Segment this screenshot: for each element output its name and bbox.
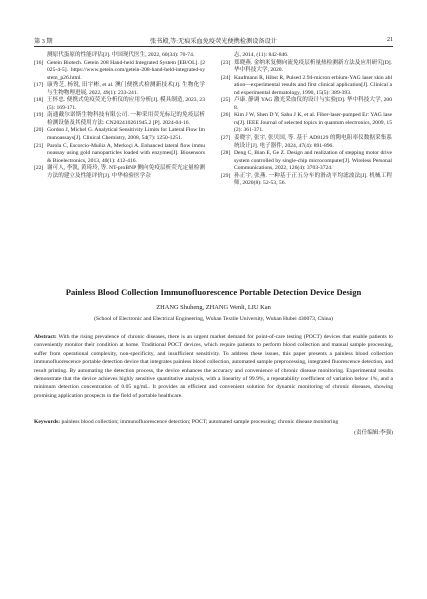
- reference-label: [29]: [221, 172, 231, 179]
- reference-item: [221, 135, 392, 150]
- reference-text: Gordon J, Michel G. Analytical Sensitivity Limits for Lateral Flow Immunoassays[J]. Clinical Chemistry, 2008, 54(7): 1250-1251.: [47, 127, 205, 142]
- reference-text: 志, 2014, (11): 842-846.: [234, 52, 289, 58]
- reference-item: [221, 150, 392, 173]
- references-section: [34, 52, 393, 278]
- reference-label: [20]: [34, 127, 44, 134]
- abstract: [34, 333, 393, 400]
- reference-label: [17]: [34, 82, 44, 89]
- abstract-text: With the rising prevalence of chronic diseases, there is an urgent market demand for point-of-care testing (POCT) devices that enable patients to conveniently monitor their condition at home. Traditional POCT devices, which require patients to perform blood collection and manual sample processing, suffer from operational complexity, non-specificity, and insufficient sensitivity. To address these issues, this paper presents a painless blood collection immunofluorescence portable detection device that integrates painless blood collection, automated sample preprocessing, integrated fluorescence detection, and result printing. By automating the detection process, the device enhances the accuracy and convenience of chronic disease monitoring. Experimental results demonstrate that the device achieves highly sensitive quantitative analysis, with a linearity of 99.9%, a repeatability coefficient of variation below 1%, and a minimum detection concentration of 0.05 ng/mL. It provides an efficient and convenient solution for dynamic monitoring of chronic diseases, showing promising application prospects in the field of portable healthcare.: [34, 334, 393, 399]
- reference-item: [221, 75, 392, 98]
- editor-note: (责任编辑:李强): [354, 430, 393, 436]
- reference-item: [34, 143, 205, 166]
- reference-item: [221, 52, 392, 60]
- references-right-column: [221, 52, 392, 188]
- reference-label: [18]: [34, 97, 44, 104]
- reference-text: 王怀忠. 便携式免疫荧光分析仪的应用分析[J]. 模具制造, 2023, 23(5): 169-171.: [47, 97, 205, 111]
- reference-text: 孙正宇, 张燕. 一种基于正五分车的滑动平均滤波法[J]. 机械工程师, 2020(8): 52-53, 56.: [234, 172, 392, 187]
- reference-label: [26]: [221, 112, 231, 119]
- reference-label: [21]: [34, 142, 44, 149]
- reference-item: [34, 97, 205, 112]
- running-header: [34, 36, 393, 47]
- reference-text: 南通戴尔诺斯生物科技有限公司. 一种采用荧光标记的免疫层析检测设备及其使用方法: CN202410261945.2 [P]. 2024-04-16.: [47, 112, 205, 126]
- reference-item: [34, 60, 205, 83]
- page-number: 21: [386, 36, 393, 43]
- reference-text: 测原代蛋原的性能评估[J]. 中国现代医生, 2022, 60(34): 70-74.: [47, 52, 195, 58]
- reference-label: [25]: [221, 97, 231, 104]
- running-title: 张书殿,等:无痕采血免疫荧光便携检测设备设计: [149, 38, 277, 45]
- reference-item: [221, 60, 392, 75]
- reference-label: [16]: [34, 59, 44, 66]
- reference-label: [24]: [221, 74, 231, 81]
- reference-item: [34, 127, 205, 142]
- reference-item: [34, 52, 205, 60]
- reference-text: Kaufmann R, Hibst R, Pulsed 2.94-micron erbium-YAG laser skin ablation—experimental results and first clinical application[J]. Clinical and experimental dermatology, 1990, 15(5): 389-393.: [234, 74, 392, 96]
- keywords-text: painless blood collection; immunofluorescence detection; POCT; automated sample processing; chronic disease monitoring: [61, 419, 339, 425]
- keywords: [34, 418, 393, 426]
- reference-text: Deng C, Bian E, Ge Z. Design and realization of stepping motor drive system controlled by single-chip microcomputer[J]. Wireless Personal Communications, 2022, 126(4): 3703-3724.: [234, 150, 392, 172]
- reference-text: 谢可人, 李凯, 黄琦玲, 等. NT-proBNP 侧向免疫层析荧光定量检测方法的建立及性能评价[J]. 中华检验医学杂: [47, 165, 205, 179]
- reference-item: [34, 112, 205, 127]
- reference-label: [19]: [34, 112, 44, 119]
- reference-item: [34, 165, 205, 180]
- reference-text: Parola C, Escorcio-Muñiz A, Merkoçi A. Enhanced lateral flow immunoassay using gold nanoparticles loaded with enzymes[J]. Biosensors & Bioelectronics, 2013, 40(1): 412-416.: [47, 142, 205, 164]
- references-left-column: [34, 52, 205, 180]
- reference-text: 康秀芝, 杨锐, 田宇彬, et al. 澳门便携式检测新技术[J]. 生物化学与生物物理进展, 2022, 49(1): 233-241.: [47, 82, 205, 96]
- reference-item: [221, 173, 392, 188]
- reference-label: [221, 52, 234, 60]
- english-title: Painless Blood Collection Immunofluorescence Portable Detection Device Design: [65, 287, 362, 297]
- keywords-label: Keywords:: [34, 419, 61, 425]
- authors: ZHANG Shuheng, ZHANG Wenli, LIU Kan: [156, 304, 271, 311]
- reference-item: [34, 82, 205, 97]
- reference-label: [23]: [221, 59, 231, 66]
- reference-item: [221, 112, 392, 135]
- reference-item: [221, 97, 392, 112]
- reference-text: 姜晓宇, 张宇, 张贝国, 等. 基于 AD8129 的陶电阻率仪数据采集系统设计[J]. 电子器件, 2024, 47(4): 891-896.: [234, 135, 392, 149]
- reference-text: Getein Biotech. Getein 208 Hand-held Integrated System [EB/OL]. [2025-4-5]. https://www.getein.com/getein-208-hand-held-integrated-system_p26.html.: [47, 59, 205, 81]
- reference-text: 卢康. 静调 YAG 激光采血仪的设计与实验[D]. 华中科技大学, 2008.: [234, 97, 392, 111]
- affiliation: (School of Electronic and Electrical Engineering, Wuhan Textile University, Wuhan Hubei 430073, China): [94, 316, 333, 322]
- issue-label: 第 3 期: [34, 38, 53, 45]
- reference-label: [28]: [221, 150, 231, 157]
- reference-text: Kim J W, Shen D Y, Sahu J K, et al. Fiber-laser-pumped Er: YAG lasers[J]. IEEE Journal of selected topics in quantum electronics, 2009, 15(2): 361-371.: [234, 112, 392, 134]
- abstract-label: Abstract:: [34, 334, 57, 340]
- reference-label: [22]: [34, 165, 44, 172]
- reference-label: [34, 52, 47, 60]
- reference-text: 郑晓燕. 金纳米复侧向流免疫层析量热检测新方法及应用研究[D]. 华中科技大学, 2020.: [234, 59, 392, 74]
- reference-label: [27]: [221, 135, 231, 142]
